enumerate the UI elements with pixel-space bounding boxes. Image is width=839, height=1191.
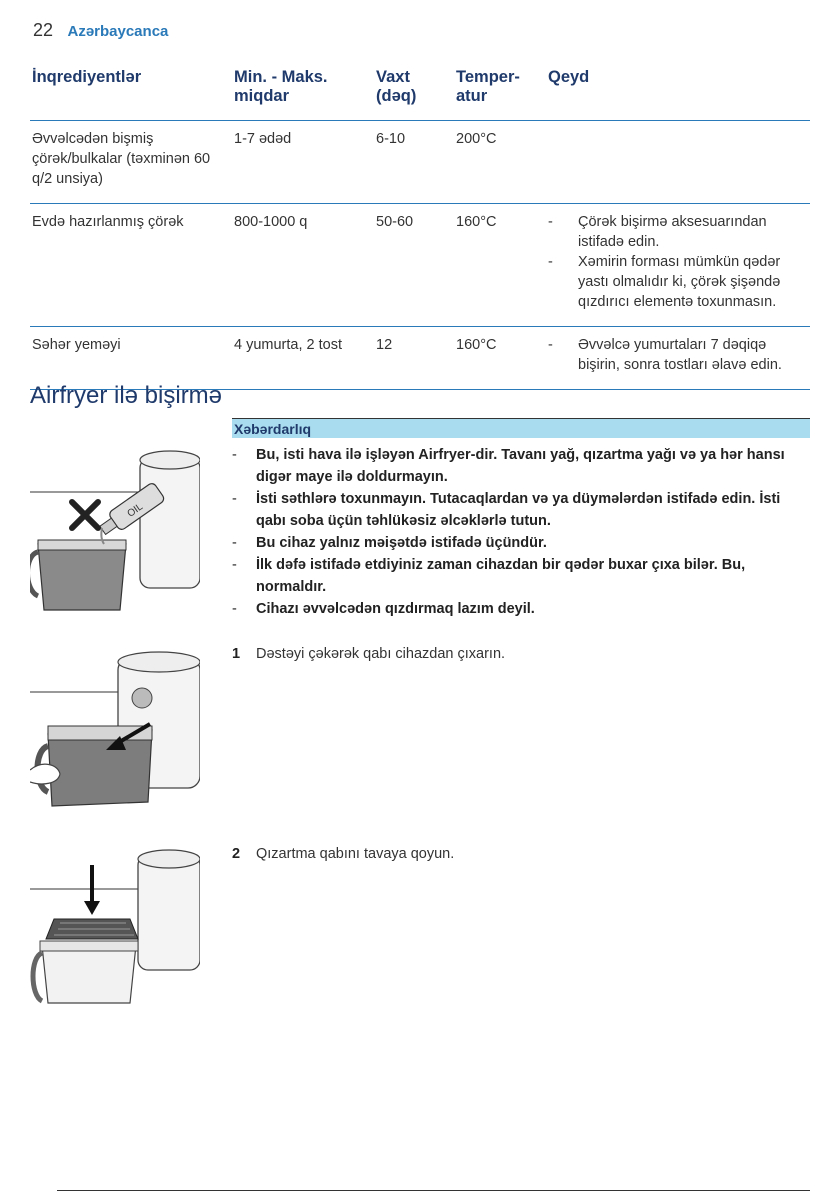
cell-amount: 800-1000 q xyxy=(234,214,308,230)
step-text: Qızartma qabını tavaya qoyun. xyxy=(256,846,455,862)
col-notes: Qeyd xyxy=(548,68,590,86)
note-item: - Xəmirin forması mümkün qədər yastı olmalıdır ki, çörək şişəndə qızdırıcı elementə toxunmasın. xyxy=(548,252,804,312)
oil-label: OIL xyxy=(125,501,146,520)
prohibited-x-icon xyxy=(72,502,98,528)
page-header xyxy=(33,20,168,44)
cell-notes xyxy=(546,121,810,204)
warning-item: - İsti səthlərə toxunmayın. Tutacaqlardan və ya düymələrdən istifadə edin. İsti qabı soba üçün təhlükəsiz əlcəklərlə tutun. xyxy=(232,488,810,532)
cell-time: 12 xyxy=(376,337,393,353)
down-arrow-icon xyxy=(84,865,100,915)
warning-item: - Cihazı əvvəlcədən qızdırmaq lazım deyil. xyxy=(232,598,810,620)
cell-ingredient: Səhər yeməyi xyxy=(32,337,121,353)
cell-ingredient: Əvvəlcədən bişmiş çörək/bulkalar (təxminən 60 q/2 unsiya) xyxy=(32,131,211,187)
cell-temp: 200°C xyxy=(456,131,497,147)
warning-heading: Xəbərdarlıq xyxy=(232,418,810,438)
cell-ingredient: Evdə hazırlanmış çörək xyxy=(32,214,184,230)
cell-time: 6-10 xyxy=(376,131,406,147)
warning-item: - Bu, isti hava ilə işləyən Airfryer-dir. Tavanı yağ, qızartma yağı və ya hər hansı digər maye ilə doldurmayın. xyxy=(232,444,810,488)
note-item: - Əvvəlcə yumurtaları 7 dəqiqə bişirin, sonra tostları əlavə edin. xyxy=(548,335,804,375)
table-row xyxy=(30,204,810,327)
cell-notes xyxy=(546,204,810,327)
col-amount: Min. - Maks. miqdar xyxy=(234,68,328,105)
remove-basket-illustration xyxy=(30,650,200,810)
cell-notes xyxy=(546,327,810,390)
step-number: 1 xyxy=(232,646,241,662)
page-number: 22 xyxy=(33,20,54,40)
col-time: Vaxt (dəq) xyxy=(376,68,417,105)
warning-item: - Bu cihaz yalnız məişətdə istifadə üçündür. xyxy=(232,532,810,554)
step-number: 2 xyxy=(232,846,241,862)
cell-amount: 4 yumurta, 2 tost xyxy=(234,337,342,353)
section-title: Airfryer ilə bişirmə xyxy=(30,382,223,409)
note-item: - Çörək bişirmə aksesuarından istifadə edin. xyxy=(548,212,804,252)
no-oil-illustration xyxy=(30,440,200,620)
warning-list xyxy=(232,444,810,620)
cooking-table xyxy=(30,66,810,390)
table-row xyxy=(30,121,810,204)
warning-item: - İlk dəfə istifadə etdiyiniz zaman cihazdan bir qədər buxar çıxa bilər. Bu, normaldır. xyxy=(232,554,810,598)
step-1 xyxy=(232,646,505,662)
cell-temp: 160°C xyxy=(456,337,497,353)
col-ingredients: İnqrediyentlər xyxy=(32,68,142,86)
col-temperature: Temper- atur xyxy=(456,68,520,105)
step-text: Dəstəyi çəkərək qabı cihazdan çıxarın. xyxy=(256,646,506,662)
table-header-row xyxy=(30,66,810,121)
cell-amount: 1-7 ədəd xyxy=(234,131,292,147)
cell-temp: 160°C xyxy=(456,214,497,230)
table-row xyxy=(30,327,810,390)
language-label: Azərbaycanca xyxy=(67,23,169,40)
crisper-tray xyxy=(46,919,138,939)
cell-time: 50-60 xyxy=(376,214,414,230)
insert-tray-illustration xyxy=(30,845,200,1015)
step-2 xyxy=(232,846,454,862)
